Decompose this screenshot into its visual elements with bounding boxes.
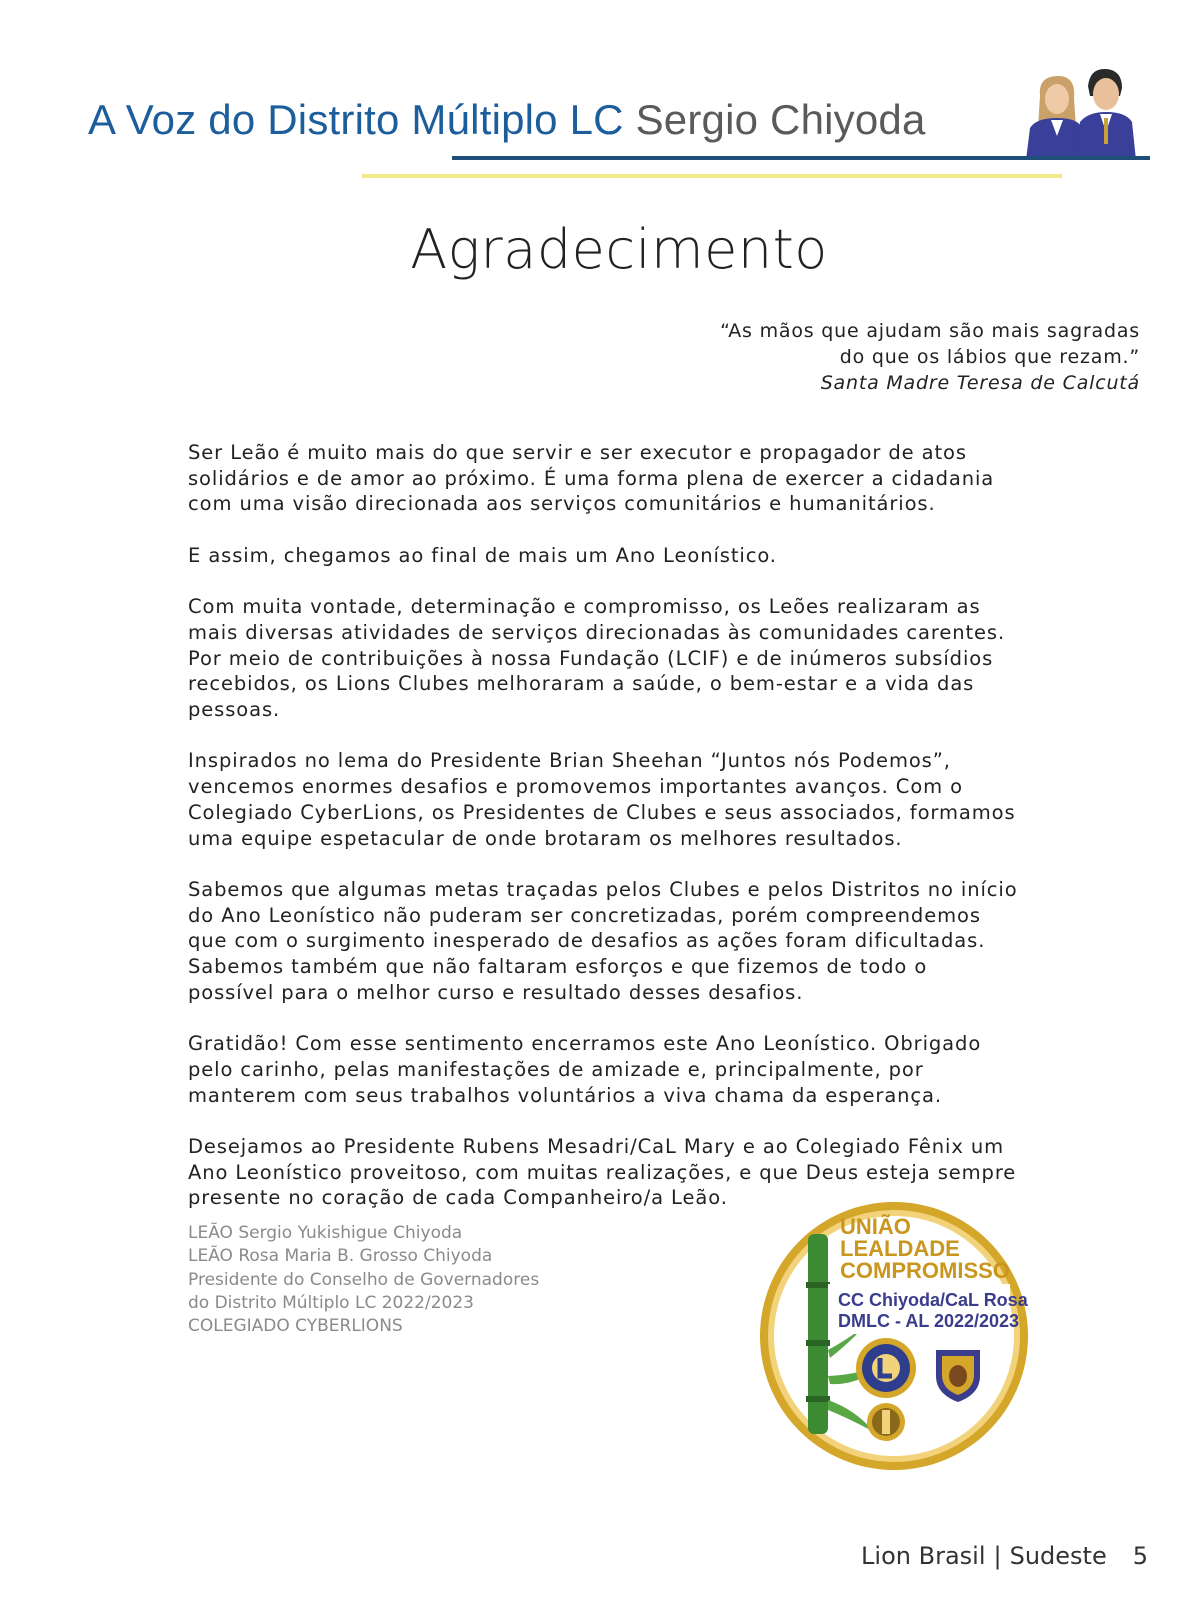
footer-section: Sudeste <box>1009 1542 1107 1570</box>
header-rule-blue <box>452 156 1150 160</box>
page-title: Agradecimento <box>410 218 828 281</box>
lions-emblem-icon <box>856 1338 916 1398</box>
signature-block <box>188 1222 539 1338</box>
paragraph: Gratidão! Com esse sentimento encerramos este Ano Leonístico. Obrigado pelo carinho, pelas manifestações de amizade e, principalmente, por manterem com seus trabalhos voluntários a viva chama da esperança. <box>188 1032 982 1107</box>
paragraph: Desejamos ao Presidente Rubens Mesadri/CaL Mary e ao Colegiado Fênix um Ano Leonístico proveitoso, com muitas realizações, e que Deus esteja sempre presente no coração de cada Companheiro/a Leão. <box>188 1134 1017 1210</box>
paragraph: E assim, chegamos ao final de mais um Ano Leonístico. <box>188 543 777 567</box>
seal-word-2: LEALDADE <box>840 1236 960 1261</box>
paragraph: Ser Leão é muito mais do que servir e ser executor e propagador de atos solidários e de amor ao próximo. É uma forma plena de exercer a cidadania com uma visão direcionada aos serviços comunitários e humanitários. <box>188 441 995 516</box>
header-title-column: A Voz do Distrito Múltiplo LC <box>88 96 624 143</box>
quote-line-2: do que os lábios que rezam.” <box>839 346 1140 368</box>
quote-line-1: “As mãos que ajudam são mais sagradas <box>720 320 1140 342</box>
paragraph: Inspirados no lema do Presidente Brian Sheehan “Juntos nós Podemos”, vencemos enormes desafios e promovemos importantes avanços. Com o Colegiado CyberLions, os Presidentes de Clubes e seus associados, formamos uma equipe espetacular de onde brotaram os melhores resultados. <box>188 749 1016 850</box>
signature-line: Presidente do Conselho de Governadores <box>188 1269 540 1290</box>
signature-line: LEÃO Rosa Maria B. Grosso Chiyoda <box>188 1246 493 1267</box>
seal-word-3: COMPROMISSO <box>840 1258 1010 1283</box>
epigraph-quote <box>720 318 1140 396</box>
paragraph: Com muita vontade, determinação e compromisso, os Leões realizaram as mais diversas atividades de serviços direcionadas às comunidades carentes. Por meio de contribuições à nossa Fundação (LCIF) e de inúmeros subsídios recebidos, os Lions Clubes melhoraram a saúde, o bem-estar e a vida das pessoas. <box>188 595 1006 721</box>
seal-band-line-1: CC Chiyoda/CaL Rosa <box>838 1290 1028 1310</box>
author-couple-photo <box>1018 66 1148 160</box>
signature-line: LEÃO Sergio Yukishigue Chiyoda <box>188 1223 463 1243</box>
campaign-seal <box>758 1200 1030 1472</box>
article-body <box>188 440 1018 1237</box>
page-number: 5 <box>1132 1542 1148 1570</box>
page-footer <box>861 1542 1148 1570</box>
header-title-author: Sergio Chiyoda <box>635 96 926 143</box>
signature-line: do Distrito Múltiplo LC 2022/2023 <box>188 1292 474 1313</box>
footer-magazine: Lion Brasil <box>861 1542 986 1570</box>
quote-author: Santa Madre Teresa de Calcutá <box>820 372 1140 394</box>
seal-word-1: UNIÃO <box>840 1214 911 1239</box>
paragraph: Sabemos que algumas metas traçadas pelos Clubes e pelos Distritos no início do Ano Leonístico não puderam ser concretizadas, porém compreendemos que com o surgimento inesperado de desafios as ações foram dificultadas. Sabemos também que não faltaram esforços e que fizemos de todo o possível para o melhor curso e resultado desses desafios. <box>188 877 1018 1004</box>
signature-line: COLEGIADO CYBERLIONS <box>188 1316 403 1337</box>
header-title <box>88 96 926 144</box>
seal-band-line-2: DMLC - AL 2022/2023 <box>838 1311 1020 1331</box>
header-rule-yellow <box>362 174 1062 178</box>
leo-emblem-icon <box>867 1403 905 1441</box>
footer-separator: | <box>993 1542 1002 1570</box>
